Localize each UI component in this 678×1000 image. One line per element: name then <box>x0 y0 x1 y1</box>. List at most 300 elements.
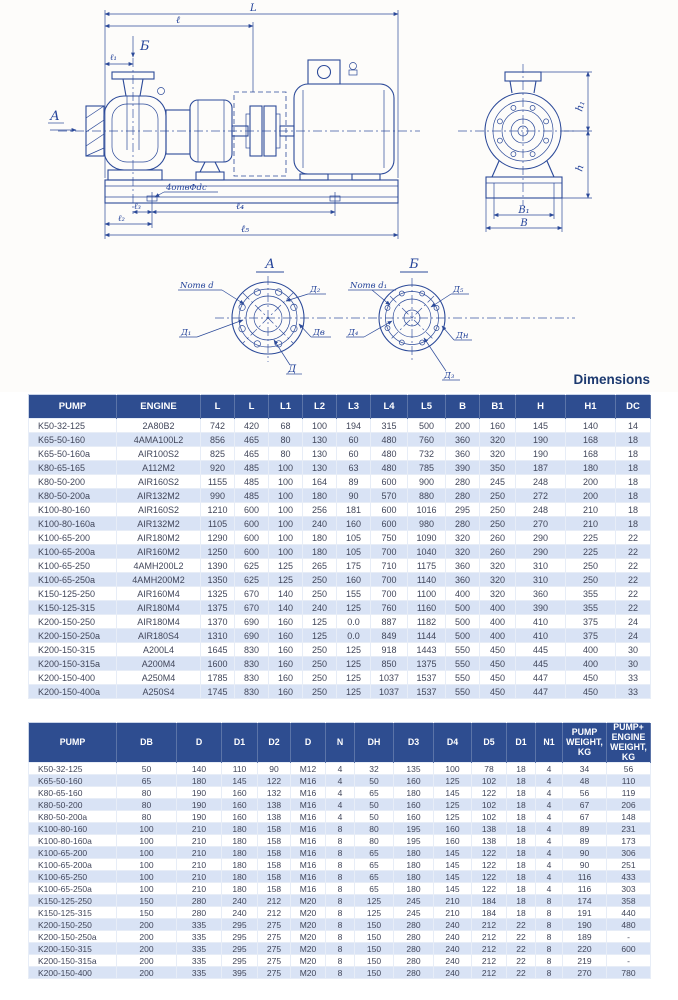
value-cell: 280 <box>394 943 434 955</box>
value-cell: 100 <box>269 517 303 531</box>
value-cell: 145 <box>516 419 566 433</box>
pump-name-cell: K200-150-400a <box>29 685 117 699</box>
value-cell: 900 <box>408 475 446 489</box>
flange-b-d4-label: Д₄ <box>348 328 359 338</box>
value-cell: 22 <box>616 531 651 545</box>
value-cell: 248 <box>516 475 566 489</box>
value-cell: 89 <box>563 835 607 847</box>
dim-label-B1: В₁ <box>518 205 530 216</box>
column-header: B1 <box>480 395 516 419</box>
pump-name-cell: K80-50-200a <box>29 489 117 503</box>
value-cell: 160 <box>480 419 516 433</box>
value-cell: 140 <box>177 763 222 775</box>
value-cell: 160 <box>222 787 258 799</box>
value-cell: 1375 <box>408 657 446 671</box>
flange-a-dv-label: Дв <box>313 328 325 338</box>
value-cell: M20 <box>291 907 326 919</box>
column-header: ENGINE <box>117 395 201 419</box>
column-header: PUMP <box>29 395 117 419</box>
value-cell: 250 <box>303 685 337 699</box>
table-row <box>29 615 651 629</box>
value-cell: 150 <box>355 919 394 931</box>
value-cell: 160 <box>337 573 371 587</box>
value-cell: 100 <box>117 871 177 883</box>
value-cell: 240 <box>303 601 337 615</box>
value-cell: 500 <box>446 615 480 629</box>
value-cell: 145 <box>434 859 472 871</box>
value-cell: 250 <box>480 503 516 517</box>
value-cell: 1105 <box>201 517 235 531</box>
value-cell: 18 <box>507 823 536 835</box>
value-cell: 65 <box>117 775 177 787</box>
value-cell: 65 <box>355 883 394 895</box>
value-cell: 200 <box>117 931 177 943</box>
value-cell: 138 <box>258 799 291 811</box>
value-cell: 145 <box>434 847 472 859</box>
value-cell: 90 <box>563 847 607 859</box>
table-row <box>29 931 651 943</box>
table-row <box>29 907 651 919</box>
value-cell: 200 <box>566 489 616 503</box>
value-cell: A112M2 <box>117 461 201 475</box>
flange-a-d-label: Д <box>288 364 297 375</box>
value-cell: 110 <box>607 775 651 787</box>
value-cell: 30 <box>616 657 651 671</box>
value-cell: AIR160S2 <box>117 503 201 517</box>
value-cell: 335 <box>177 919 222 931</box>
flange-a-d1-label: Д₁ <box>181 328 192 338</box>
value-cell: 1160 <box>408 601 446 615</box>
value-cell: 825 <box>201 447 235 461</box>
pump-name-cell: K200-150-315a <box>29 657 117 671</box>
value-cell: M20 <box>291 919 326 931</box>
column-header: DB <box>117 723 177 763</box>
value-cell: 33 <box>616 685 651 699</box>
dim-label-B: В <box>520 218 528 229</box>
value-cell: 360 <box>446 447 480 461</box>
pump-name-cell: K100-65-200a <box>29 859 117 871</box>
value-cell: 150 <box>355 931 394 943</box>
value-cell: 1144 <box>408 629 446 643</box>
value-cell: 125 <box>434 799 472 811</box>
value-cell: 140 <box>269 601 303 615</box>
value-cell: 240 <box>434 967 472 979</box>
value-cell: M20 <box>291 967 326 979</box>
value-cell: 280 <box>394 955 434 967</box>
value-cell: AIR180M2 <box>117 531 201 545</box>
value-cell: 275 <box>258 943 291 955</box>
value-cell: 160 <box>394 799 434 811</box>
value-cell: 8 <box>536 919 563 931</box>
value-cell: 1250 <box>201 545 235 559</box>
value-cell: 18 <box>616 475 651 489</box>
value-cell: 160 <box>434 823 472 835</box>
value-cell: 158 <box>258 823 291 835</box>
table-row <box>29 601 651 615</box>
value-cell: 210 <box>177 883 222 895</box>
value-cell: 174 <box>563 895 607 907</box>
value-cell: 500 <box>446 629 480 643</box>
column-header: L1 <box>269 395 303 419</box>
value-cell: 200 <box>566 475 616 489</box>
value-cell: 122 <box>472 859 507 871</box>
value-cell: 150 <box>355 943 394 955</box>
column-header: H1 <box>566 395 616 419</box>
value-cell: 200 <box>117 967 177 979</box>
pump-name-cell: K65-50-160 <box>29 433 117 447</box>
value-cell: 30 <box>616 643 651 657</box>
value-cell: 22 <box>507 931 536 943</box>
value-cell: 465 <box>235 447 269 461</box>
value-cell: 125 <box>269 559 303 573</box>
value-cell: 4 <box>326 811 355 823</box>
value-cell: 180 <box>303 489 337 503</box>
pump-name-cell: K150-125-250 <box>29 895 117 907</box>
value-cell: 220 <box>563 943 607 955</box>
column-header: L <box>235 395 269 419</box>
table-row <box>29 671 651 685</box>
value-cell: 1155 <box>201 475 235 489</box>
value-cell: 690 <box>235 629 269 643</box>
value-cell: 4 <box>536 763 563 775</box>
dim-label-L: L <box>250 3 257 14</box>
value-cell: 138 <box>472 835 507 847</box>
table-row <box>29 835 651 847</box>
value-cell: 200 <box>446 419 480 433</box>
value-cell: 125 <box>434 811 472 823</box>
flange-b-d3-label: Д₃ <box>444 371 455 381</box>
value-cell: 335 <box>177 943 222 955</box>
value-cell: 1390 <box>201 559 235 573</box>
table-row <box>29 955 651 967</box>
value-cell: 160 <box>269 685 303 699</box>
value-cell: 210 <box>177 859 222 871</box>
table-row <box>29 559 651 573</box>
table-row <box>29 587 651 601</box>
value-cell: 849 <box>371 629 408 643</box>
value-cell: 990 <box>201 489 235 503</box>
pump-name-cell: K100-65-250 <box>29 559 117 573</box>
pump-name-cell: K80-65-160 <box>29 787 117 799</box>
value-cell: 275 <box>258 955 291 967</box>
value-cell: 1040 <box>408 545 446 559</box>
value-cell: 1785 <box>201 671 235 685</box>
table-header-row <box>29 723 651 763</box>
value-cell: 250 <box>303 657 337 671</box>
pump-name-cell: K65-50-160a <box>29 447 117 461</box>
dim-label-l1: ℓ₁ <box>110 53 117 63</box>
value-cell: 190 <box>516 433 566 447</box>
value-cell: 80 <box>117 787 177 799</box>
value-cell: 18 <box>507 895 536 907</box>
table-header-row <box>29 395 651 419</box>
table-row <box>29 531 651 545</box>
value-cell: 80 <box>269 447 303 461</box>
value-cell: 251 <box>607 859 651 871</box>
value-cell: 130 <box>303 461 337 475</box>
value-cell: 275 <box>258 967 291 979</box>
value-cell: 4AMH200M2 <box>117 573 201 587</box>
pump-name-cell: K100-80-160 <box>29 503 117 517</box>
table-row <box>29 811 651 823</box>
value-cell: 212 <box>472 943 507 955</box>
value-cell: 375 <box>566 629 616 643</box>
value-cell: 200 <box>117 955 177 967</box>
value-cell: 690 <box>235 615 269 629</box>
value-cell: 2A80B2 <box>117 419 201 433</box>
value-cell: 130 <box>303 433 337 447</box>
value-cell: AIR180M4 <box>117 615 201 629</box>
pump-name-cell: K80-65-165 <box>29 461 117 475</box>
value-cell: 210 <box>566 517 616 531</box>
value-cell: 130 <box>303 447 337 461</box>
value-cell: 4 <box>536 835 563 847</box>
value-cell: 150 <box>117 907 177 919</box>
value-cell: 22 <box>616 573 651 587</box>
value-cell: 445 <box>516 643 566 657</box>
value-cell: 280 <box>394 919 434 931</box>
value-cell: 250 <box>480 489 516 503</box>
table-row <box>29 847 651 859</box>
value-cell: 210 <box>177 835 222 847</box>
value-cell: 173 <box>607 835 651 847</box>
value-cell: M16 <box>291 883 326 895</box>
value-cell: 65 <box>355 871 394 883</box>
value-cell: 8 <box>536 967 563 979</box>
pump-name-cell: K200-150-315 <box>29 643 117 657</box>
pump-name-cell: K200-150-250 <box>29 919 117 931</box>
pump-name-cell: K100-65-200a <box>29 545 117 559</box>
value-cell: 450 <box>480 657 516 671</box>
value-cell: 110 <box>222 763 258 775</box>
value-cell: 195 <box>394 823 434 835</box>
value-cell: 48 <box>563 775 607 787</box>
value-cell: 240 <box>434 955 472 967</box>
value-cell: 155 <box>337 587 371 601</box>
value-cell: 447 <box>516 671 566 685</box>
value-cell: 180 <box>303 531 337 545</box>
value-cell: 145 <box>222 775 258 787</box>
value-cell: 190 <box>177 799 222 811</box>
value-cell: 145 <box>434 871 472 883</box>
value-cell: 280 <box>446 489 480 503</box>
value-cell: 830 <box>235 671 269 685</box>
value-cell: 180 <box>394 859 434 871</box>
value-cell: 320 <box>480 447 516 461</box>
value-cell: 320 <box>480 433 516 447</box>
value-cell: 125 <box>337 657 371 671</box>
value-cell: 195 <box>394 835 434 847</box>
value-cell: 158 <box>258 871 291 883</box>
value-cell: 4 <box>326 787 355 799</box>
value-cell: 8 <box>536 955 563 967</box>
value-cell: M16 <box>291 847 326 859</box>
value-cell: 1537 <box>408 685 446 699</box>
value-cell: 105 <box>337 531 371 545</box>
value-cell: 100 <box>269 489 303 503</box>
value-cell: 275 <box>258 931 291 943</box>
value-cell: 4 <box>536 811 563 823</box>
dimensions-heading: Dimensions <box>573 372 650 387</box>
value-cell: 67 <box>563 799 607 811</box>
value-cell: 320 <box>480 573 516 587</box>
column-header: L2 <box>303 395 337 419</box>
value-cell: 1210 <box>201 503 235 517</box>
column-header: D <box>177 723 222 763</box>
value-cell: 105 <box>337 545 371 559</box>
value-cell: M20 <box>291 931 326 943</box>
value-cell: 625 <box>235 559 269 573</box>
value-cell: AIR132M2 <box>117 517 201 531</box>
value-cell: 1745 <box>201 685 235 699</box>
value-cell: 24 <box>616 629 651 643</box>
value-cell: 480 <box>371 447 408 461</box>
value-cell: 1350 <box>201 573 235 587</box>
value-cell: 400 <box>480 615 516 629</box>
column-header: PUMP <box>29 723 117 763</box>
value-cell: M16 <box>291 859 326 871</box>
flange-b-dn-label: Дн <box>456 331 469 341</box>
value-cell: AIR180M4 <box>117 601 201 615</box>
value-cell: 90 <box>258 763 291 775</box>
value-cell: 250 <box>303 573 337 587</box>
pump-name-cell: K80-50-200 <box>29 799 117 811</box>
value-cell: 1537 <box>408 671 446 685</box>
column-header: D4 <box>434 723 472 763</box>
value-cell: 395 <box>222 967 258 979</box>
value-cell: 122 <box>472 847 507 859</box>
value-cell: 180 <box>394 787 434 799</box>
dim-label-l3: ℓ₃ <box>134 202 141 212</box>
table-row <box>29 895 651 907</box>
value-cell: 18 <box>507 811 536 823</box>
value-cell: 180 <box>394 871 434 883</box>
value-cell: 89 <box>563 823 607 835</box>
value-cell: 1016 <box>408 503 446 517</box>
value-cell: 78 <box>472 763 507 775</box>
value-cell: 265 <box>303 559 337 573</box>
value-cell: 1290 <box>201 531 235 545</box>
value-cell: 100 <box>269 503 303 517</box>
value-cell: 100 <box>434 763 472 775</box>
value-cell: 210 <box>177 871 222 883</box>
pump-name-cell: K200-150-315a <box>29 955 117 967</box>
value-cell: 200 <box>117 943 177 955</box>
value-cell: 742 <box>201 419 235 433</box>
table-row <box>29 871 651 883</box>
value-cell: 50 <box>117 763 177 775</box>
value-cell: 18 <box>507 859 536 871</box>
value-cell: 8 <box>326 835 355 847</box>
table-row <box>29 943 651 955</box>
value-cell: 225 <box>566 545 616 559</box>
value-cell: 67 <box>563 811 607 823</box>
value-cell: 732 <box>408 447 446 461</box>
value-cell: 68 <box>269 419 303 433</box>
value-cell: 270 <box>563 967 607 979</box>
value-cell: 280 <box>177 907 222 919</box>
value-cell: 390 <box>446 461 480 475</box>
value-cell: 65 <box>355 859 394 871</box>
value-cell: 358 <box>607 895 651 907</box>
value-cell: 191 <box>563 907 607 919</box>
value-cell: 465 <box>235 433 269 447</box>
value-cell: - <box>607 955 651 967</box>
value-cell: 280 <box>394 967 434 979</box>
value-cell: 4AMH200L2 <box>117 559 201 573</box>
value-cell: 250 <box>566 559 616 573</box>
value-cell: 8 <box>326 847 355 859</box>
value-cell: 63 <box>337 461 371 475</box>
pump-name-cell: K100-80-160 <box>29 823 117 835</box>
value-cell: 8 <box>326 823 355 835</box>
column-header: DC <box>616 395 651 419</box>
value-cell: 310 <box>516 559 566 573</box>
value-cell: 212 <box>258 895 291 907</box>
value-cell: 160 <box>269 629 303 643</box>
value-cell: 160 <box>394 775 434 787</box>
value-cell: 480 <box>607 919 651 931</box>
value-cell: 360 <box>516 587 566 601</box>
value-cell: 920 <box>201 461 235 475</box>
value-cell: 175 <box>337 559 371 573</box>
value-cell: 145 <box>434 883 472 895</box>
value-cell: 4 <box>326 775 355 787</box>
value-cell: 212 <box>472 955 507 967</box>
value-cell: 125 <box>355 907 394 919</box>
value-cell: 295 <box>446 503 480 517</box>
value-cell: 210 <box>434 895 472 907</box>
view-b-arrow-label: Б <box>140 39 150 54</box>
value-cell: 180 <box>222 871 258 883</box>
value-cell: 355 <box>566 587 616 601</box>
value-cell: 22 <box>616 587 651 601</box>
value-cell: 180 <box>394 883 434 895</box>
value-cell: 250 <box>303 587 337 601</box>
value-cell: 600 <box>235 517 269 531</box>
value-cell: 360 <box>446 573 480 587</box>
value-cell: 260 <box>480 531 516 545</box>
column-header: DH <box>355 723 394 763</box>
value-cell: 212 <box>258 907 291 919</box>
value-cell: 160 <box>222 811 258 823</box>
value-cell: 480 <box>371 461 408 475</box>
value-cell: 90 <box>337 489 371 503</box>
value-cell: 295 <box>222 919 258 931</box>
value-cell: 750 <box>371 531 408 545</box>
column-header: N <box>326 723 355 763</box>
value-cell: 320 <box>480 587 516 601</box>
value-cell: AIR160M4 <box>117 587 201 601</box>
value-cell: 310 <box>516 573 566 587</box>
value-cell: 22 <box>616 601 651 615</box>
value-cell: 60 <box>337 447 371 461</box>
column-header: H <box>516 395 566 419</box>
column-header: D1 <box>507 723 536 763</box>
value-cell: 485 <box>235 489 269 503</box>
value-cell: 1140 <box>408 573 446 587</box>
flange-view-a-drawing <box>178 257 575 375</box>
table-row <box>29 545 651 559</box>
pump-name-cell: K150-125-315 <box>29 601 117 615</box>
value-cell: AIR132M2 <box>117 489 201 503</box>
value-cell: 8 <box>326 931 355 943</box>
column-header: L <box>201 395 235 419</box>
value-cell: 550 <box>446 657 480 671</box>
value-cell: 8 <box>536 895 563 907</box>
dim-label-l5: ℓ₅ <box>241 224 250 235</box>
value-cell: 80 <box>355 835 394 847</box>
